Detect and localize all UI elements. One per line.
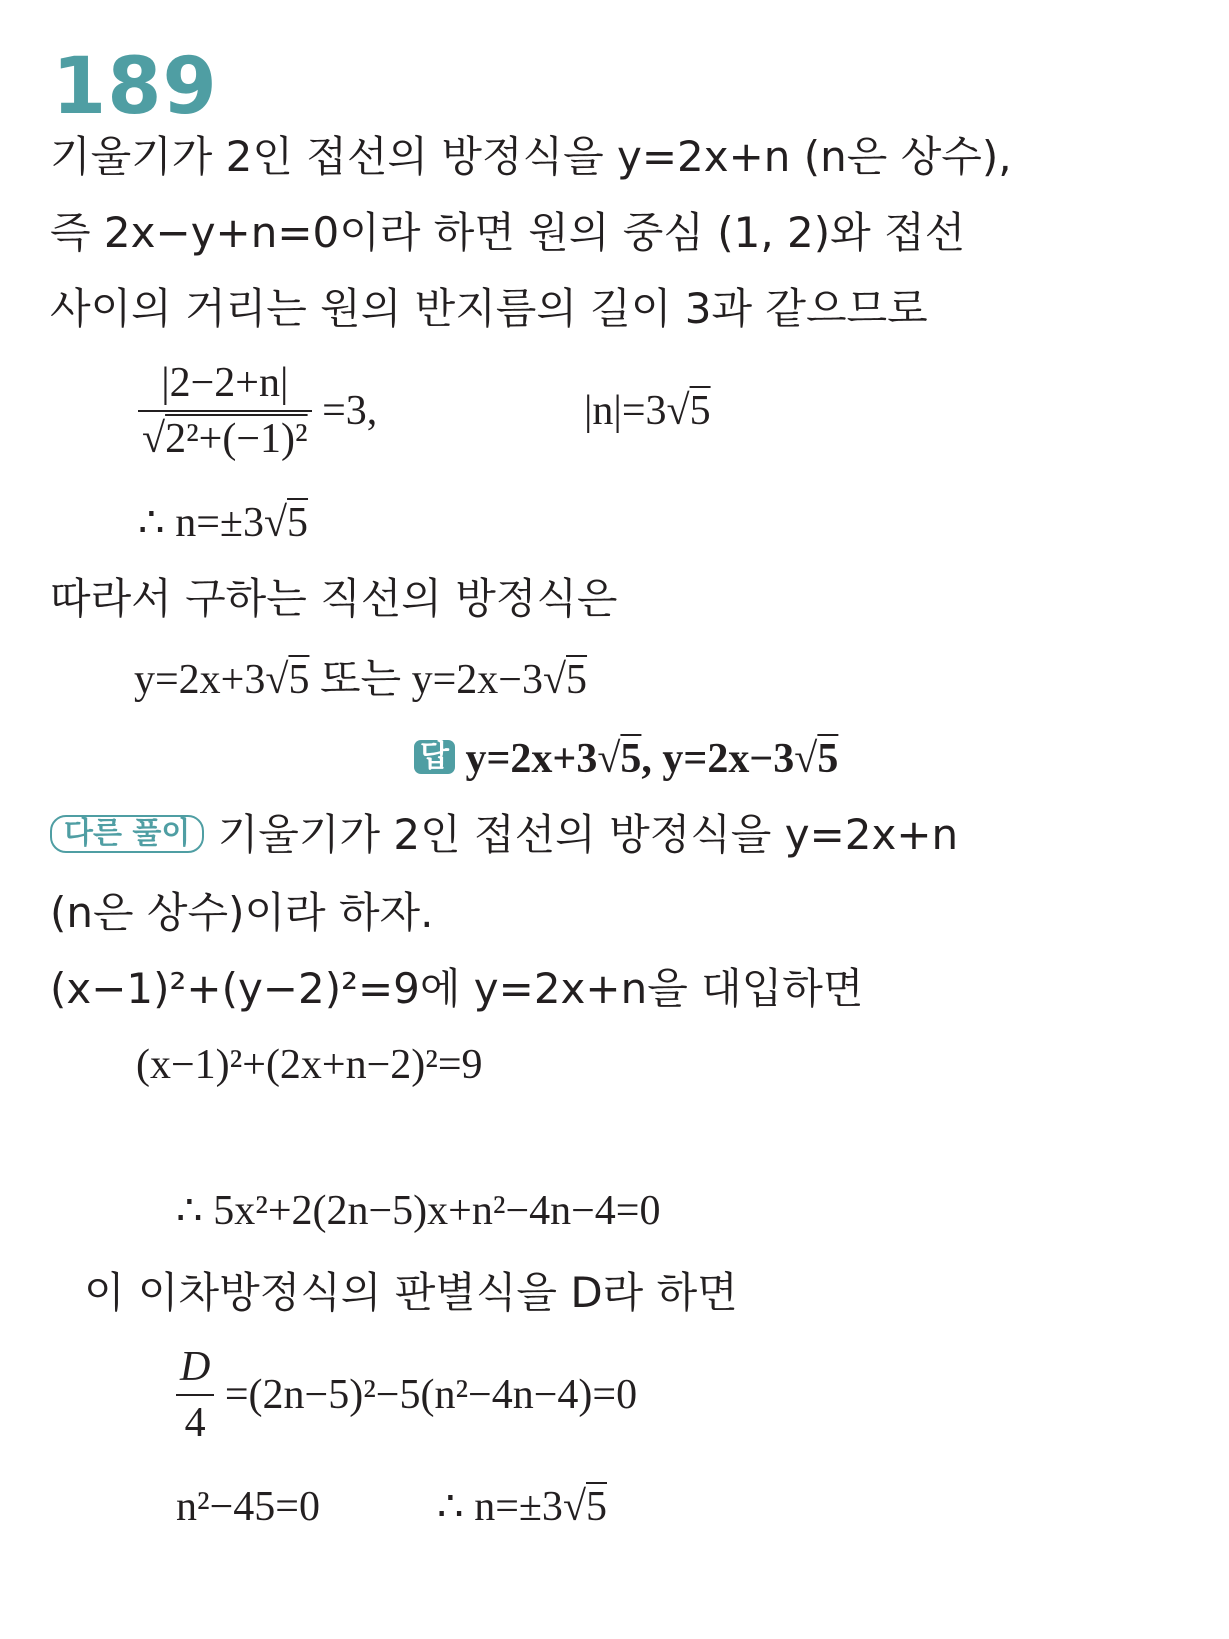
line-equations: y=2x+3√5 또는 y=2x−3√5	[134, 654, 588, 703]
alt-solution-line-6: 이 이차방정식의 판별식을 D라 하면	[84, 1268, 738, 1317]
discriminant-fraction: $\frac{D}{4}$	[176, 1346, 214, 1444]
distance-equation	[138, 362, 377, 460]
abs-n-equation: |n|=3√5	[584, 388, 711, 434]
n-result: ∴ n=±3√5	[138, 500, 309, 546]
distance-fraction: $\frac{|2-2+n|}{\text{√2²+(−1)²}}$	[138, 362, 312, 460]
alt-solution-line-2: (n은 상수)이라 하자.	[50, 888, 434, 937]
equation-rhs: =3,	[322, 388, 378, 434]
alt-solution-line-3: (x−1)²+(y−2)²=9에 y=2x+n을 대입하면	[50, 964, 864, 1013]
answer-line: 답 y=2x+3√5, y=2x−3√5	[414, 738, 838, 780]
fraction-numerator: |2−2+n|	[161, 360, 289, 406]
problem-number: 189	[52, 42, 218, 132]
text-line-2: 즉 2x−y+n=0이라 하면 원의 중심 (1, 2)와 접선	[50, 208, 966, 257]
fraction-denominator: 2²+(−1)²	[165, 416, 308, 462]
alt-solution-badge: 다른 풀이	[50, 815, 204, 853]
text-line-1: 기울기가 2인 접선의 방정식을 y=2x+n (n은 상수),	[50, 132, 1012, 181]
alt-solution-line-5: ∴ 5x²+2(2n−5)x+n²−4n−4=0	[176, 1188, 661, 1234]
answer-badge: 답	[414, 740, 455, 774]
final-equation: n²−45=0 ∴ n=±3√5	[176, 1484, 607, 1530]
text-line-then: 따라서 구하는 직선의 방정식은	[50, 574, 618, 623]
alt-solution-line-1: 다른 풀이 기울기가 2인 접선의 방정식을 y=2x+n	[50, 814, 958, 856]
alt-solution-line-4: (x−1)²+(2x+n−2)²=9	[136, 1042, 483, 1088]
discriminant-equation: $\frac{D}{4}$ =(2n−5)²−5(n²−4n−4)=0	[176, 1346, 637, 1444]
text-line-3: 사이의 거리는 원의 반지름의 길이 3과 같으므로	[50, 284, 928, 333]
